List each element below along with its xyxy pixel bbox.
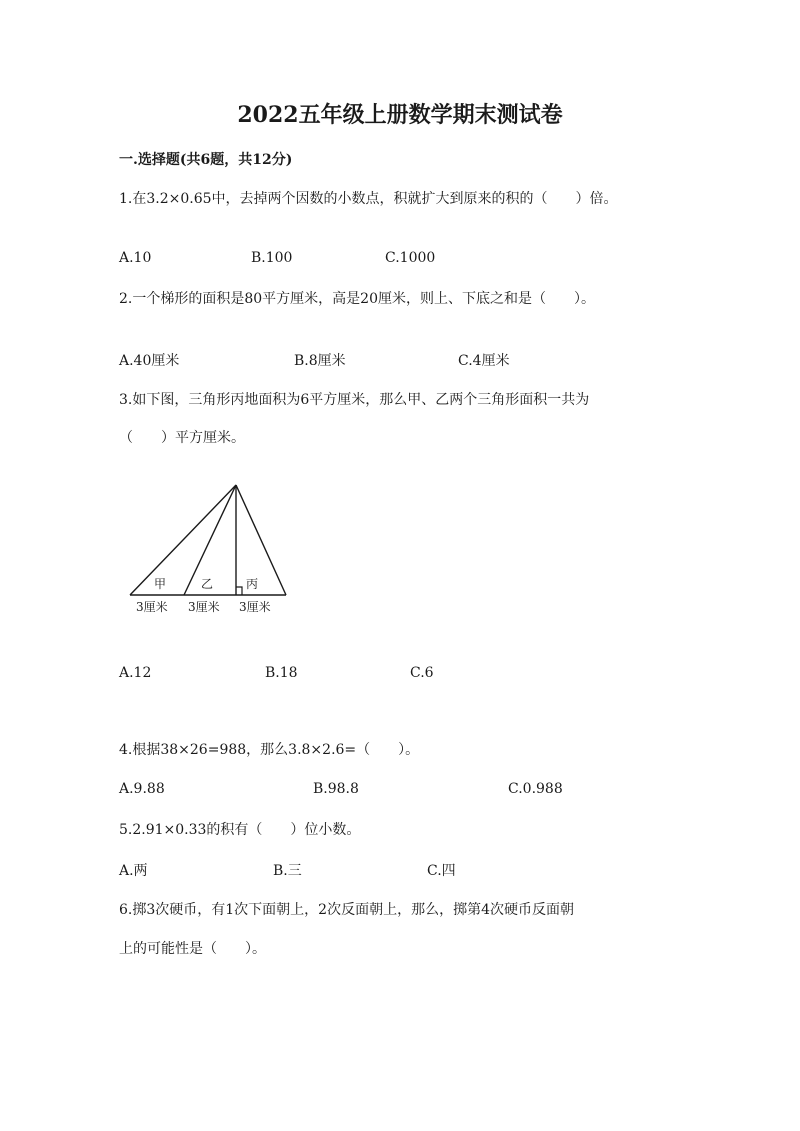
- triangle-figure: [124, 480, 294, 620]
- q2-option-a[interactable]: A.40厘米: [119, 353, 180, 369]
- q4-option-b[interactable]: B.98.8: [313, 781, 359, 797]
- section-heading: 一.选择题(共6题，共12分): [119, 152, 293, 168]
- base-label-2: 3厘米: [188, 600, 220, 614]
- q1-option-a[interactable]: A.10: [119, 250, 152, 266]
- question-3-line-2: （ ）平方厘米。: [119, 430, 245, 446]
- page-title: 2022五年级上册数学期末测试卷: [237, 102, 563, 128]
- label-jia: 甲: [154, 577, 167, 591]
- question-6-line-1: 6.掷3次硬币，有1次下面朝上，2次反面朝上，那么，掷第4次硬币反面朝: [119, 902, 574, 918]
- question-6-line-2: 上的可能性是（ ）。: [119, 941, 266, 957]
- q5-option-a[interactable]: A.两: [119, 863, 148, 879]
- q1-option-c[interactable]: C.1000: [385, 250, 436, 266]
- q3-option-b[interactable]: B.18: [265, 665, 298, 681]
- side-left: [130, 485, 236, 595]
- question-4: 4.根据38×26=988，那么3.8×2.6=（ ）。: [119, 742, 420, 758]
- q5-option-b[interactable]: B.三: [273, 863, 302, 879]
- q4-option-a[interactable]: A.9.88: [119, 781, 165, 797]
- side-right: [236, 485, 286, 595]
- question-3-line-1: 3.如下图，三角形丙地面积为6平方厘米，那么甲、乙两个三角形面积一共为: [119, 392, 590, 408]
- q2-option-c[interactable]: C.4厘米: [458, 353, 510, 369]
- q3-option-c[interactable]: C.6: [410, 665, 434, 681]
- question-1: 1.在3.2×0.65中，去掉两个因数的小数点，积就扩大到原来的积的（ ）倍。: [119, 191, 618, 207]
- q4-option-c[interactable]: C.0.988: [508, 781, 563, 797]
- q3-option-a[interactable]: A.12: [119, 665, 152, 681]
- q2-option-b[interactable]: B.8厘米: [294, 353, 346, 369]
- label-bing: 丙: [246, 577, 259, 591]
- q1-option-b[interactable]: B.100: [251, 250, 293, 266]
- base-label-1: 3厘米: [136, 600, 168, 614]
- q5-option-c[interactable]: C.四: [427, 863, 456, 879]
- base-label-3: 3厘米: [239, 600, 271, 614]
- question-5: 5.2.91×0.33的积有（ ）位小数。: [119, 822, 361, 838]
- right-angle-mark: [236, 587, 242, 595]
- label-yi: 乙: [201, 577, 214, 591]
- question-2: 2.一个梯形的面积是80平方厘米，高是20厘米，则上、下底之和是（ ）。: [119, 291, 595, 307]
